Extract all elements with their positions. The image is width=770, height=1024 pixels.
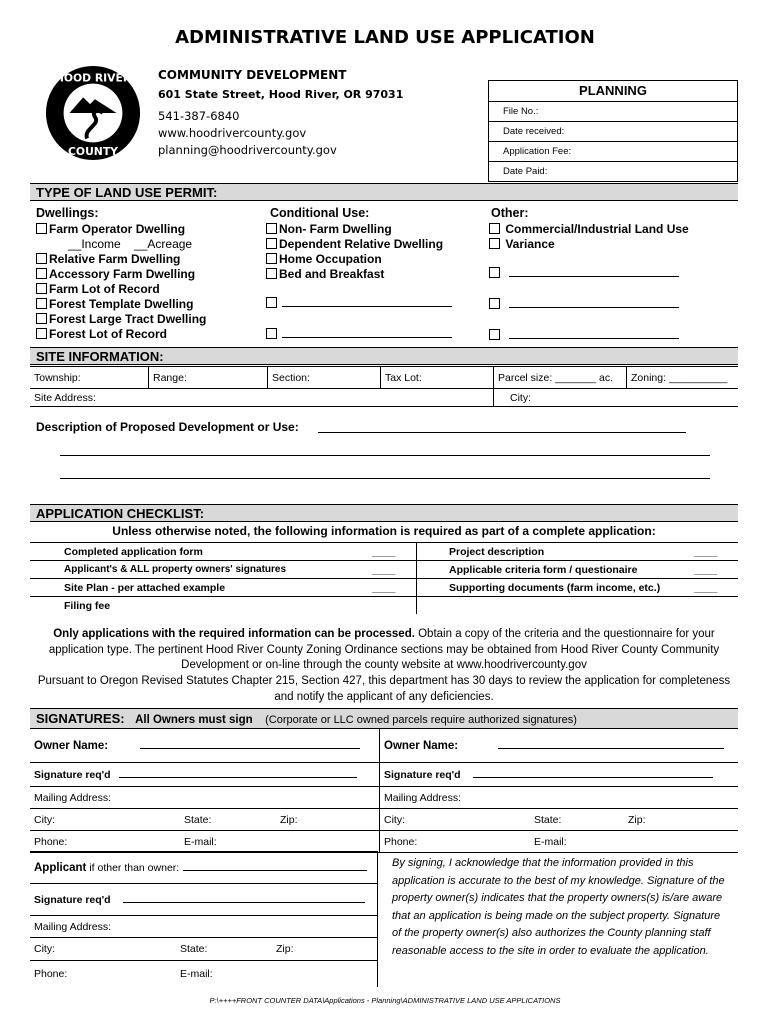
zoning-field[interactable]: Zoning: __________: [627, 367, 739, 389]
income-option[interactable]: __Income: [68, 237, 121, 251]
review-notice: Pursuant to Oregon Revised Statutes Chapter 215, Section 427, this department has 30 days to review the application for completeness and notify the applicant of any deficiencies.: [37, 675, 731, 703]
conditional-other-1-checkbox[interactable]: [266, 297, 277, 308]
department-address: 601 State Street, Hood River, OR 97031: [158, 88, 404, 101]
parcel-size-field[interactable]: Parcel size: _______ ac.: [494, 367, 627, 389]
forest-large-label: Forest Large Tract Dwelling: [49, 312, 207, 326]
owner-name-1-field[interactable]: Owner Name:: [30, 729, 380, 763]
other-column: [489, 206, 689, 343]
applicant-mailing-field[interactable]: Mailing Address:: [30, 916, 378, 938]
accessory-farm-checkbox[interactable]: [36, 268, 47, 279]
notice-bold: Only applications with the required information can be processed.: [53, 628, 415, 640]
forest-template-checkbox[interactable]: [36, 298, 47, 309]
checklist-heading: APPLICATION CHECKLIST:: [30, 504, 738, 522]
site-address-field[interactable]: Site Address:: [30, 389, 494, 407]
checklist-blank[interactable]: ____: [368, 561, 417, 579]
checklist-item: Site Plan - per attached example: [30, 579, 368, 597]
other-3-field[interactable]: [509, 328, 679, 339]
owner-phone-email-1[interactable]: Phone: E-mail:: [30, 831, 380, 853]
relative-farm-label: Relative Farm Dwelling: [49, 252, 181, 266]
non-farm-label: Non- Farm Dwelling: [279, 222, 392, 236]
description-label: Description of Proposed Development or Use:: [36, 420, 299, 434]
department-name: COMMUNITY DEVELOPMENT: [158, 68, 347, 82]
non-farm-checkbox[interactable]: [266, 223, 277, 234]
conditional-use-column: [266, 206, 452, 342]
svg-text:COUNTY: COUNTY: [68, 145, 118, 159]
department-email: planning@hoodrivercounty.gov: [158, 143, 337, 157]
conditional-other-2-field[interactable]: [282, 327, 452, 338]
checklist-blank[interactable]: ____: [690, 543, 738, 561]
forest-lot-checkbox[interactable]: [36, 328, 47, 339]
corporate-note: (Corporate or LLC owned parcels require authorized signatures): [265, 714, 577, 726]
farm-operator-checkbox[interactable]: [36, 223, 47, 234]
checklist-item: Applicable criteria form / questionaire: [417, 561, 691, 579]
variance-checkbox[interactable]: [489, 238, 500, 249]
farm-lot-label: Farm Lot of Record: [49, 282, 160, 296]
township-field[interactable]: Township:: [30, 367, 149, 389]
processing-notice: [30, 627, 738, 674]
checklist-blank[interactable]: ____: [368, 543, 417, 561]
acknowledgement-text: By signing, I acknowledge that the information provided in this application is accurate to the best of my knowledge. Signature of the property owner(s) indicates that the property owners(s) is/are aware that an application is being made on the subject property. Signature of the property owner(s) also authorizes the County planning staff reasonable access to the site in order to evaluate the application.: [392, 857, 725, 957]
acreage-option[interactable]: __Acreage: [134, 237, 193, 251]
description-line-2[interactable]: [60, 455, 710, 456]
checklist-item: Supporting documents (farm income, etc.): [417, 579, 691, 597]
owner-city-state-zip-1[interactable]: City: State: Zip:: [30, 809, 380, 831]
dwellings-column: [36, 206, 206, 342]
applicant-signature-table: [30, 851, 378, 987]
tax-lot-field[interactable]: Tax Lot:: [381, 367, 494, 389]
checklist-item: Applicant's & ALL property owners' signatures: [30, 561, 368, 579]
farm-operator-label: Farm Operator Dwelling: [49, 222, 186, 236]
file-path-footer: P:\++++FRONT COUNTER DATA\Applications - Planning\ADMINISTRATIVE LAND USE APPLICATIONS: [209, 996, 561, 1005]
checklist-item: Project description: [417, 543, 691, 561]
owner-signature-1-field[interactable]: Signature req'd: [30, 763, 380, 787]
variance-label: Variance: [505, 237, 555, 251]
applicant-city-state-zip[interactable]: City: State: Zip:: [30, 938, 378, 961]
checklist-table: [30, 542, 738, 614]
site-city-field[interactable]: City:: [494, 389, 739, 407]
owner-signature-table: [30, 728, 738, 853]
farm-lot-checkbox[interactable]: [36, 283, 47, 294]
applicant-phone-email[interactable]: Phone: E-mail:: [30, 961, 378, 987]
conditional-other-2-checkbox[interactable]: [266, 328, 277, 339]
relative-farm-checkbox[interactable]: [36, 253, 47, 264]
other-1-checkbox[interactable]: [489, 267, 500, 278]
home-occupation-label: Home Occupation: [279, 252, 382, 266]
signatures-heading-bar: [30, 708, 738, 728]
conditional-use-heading: Conditional Use:: [270, 206, 370, 220]
notice-text: Obtain a copy of the criteria and the questionnaire for your application type. The pertinent Hood River County Zoning Ordinance sections may be obtained from Hood River County Community Development or on-line through the county website at www.hoodrivercounty.gov: [48, 628, 720, 671]
other-heading: Other:: [491, 206, 529, 220]
checklist-blank[interactable]: ____: [690, 579, 738, 597]
range-field[interactable]: Range:: [149, 367, 268, 389]
site-info-heading: SITE INFORMATION:: [30, 347, 738, 365]
permit-type-heading: TYPE OF LAND USE PERMIT:: [30, 183, 738, 201]
bed-breakfast-checkbox[interactable]: [266, 268, 277, 279]
other-3-checkbox[interactable]: [489, 329, 500, 340]
site-info-table: [30, 366, 738, 407]
owner-city-state-zip-2[interactable]: City: State: Zip:: [380, 809, 739, 831]
owner-name-2-field[interactable]: Owner Name:: [380, 729, 739, 763]
page-title: ADMINISTRATIVE LAND USE APPLICATION: [175, 27, 595, 48]
forest-large-checkbox[interactable]: [36, 313, 47, 324]
applicant-name-field[interactable]: Applicant if other than owner:: [30, 852, 378, 884]
owner-mailing-2-field[interactable]: Mailing Address:: [380, 787, 739, 809]
department-website: www.hoodrivercounty.gov: [158, 126, 307, 140]
other-1-field[interactable]: [509, 266, 679, 277]
county-seal-logo: [44, 64, 142, 162]
applicant-signature-field[interactable]: Signature req'd: [30, 884, 378, 916]
dependent-relative-label: Dependent Relative Dwelling: [279, 237, 444, 251]
forest-template-label: Forest Template Dwelling: [49, 297, 194, 311]
date-received-field[interactable]: Date received:: [489, 122, 737, 142]
checklist-intro: Unless otherwise noted, the following information is required as part of a complete application:: [112, 524, 656, 538]
planning-office-box: [488, 80, 738, 182]
dependent-relative-checkbox[interactable]: [266, 238, 277, 249]
forest-lot-label: Forest Lot of Record: [49, 327, 168, 341]
checklist-item: Completed application form: [30, 543, 368, 561]
svg-text:HOOD RIVER: HOOD RIVER: [54, 71, 132, 85]
checklist-item: Filing fee: [30, 597, 368, 615]
planning-heading: PLANNING: [489, 81, 737, 102]
bed-breakfast-label: Bed and Breakfast: [279, 267, 385, 281]
file-no-field[interactable]: File No.:: [489, 102, 737, 122]
signatures-heading: SIGNATURES:: [36, 711, 125, 726]
accessory-farm-label: Accessory Farm Dwelling: [49, 267, 196, 281]
conditional-other-1-field[interactable]: [282, 296, 452, 307]
application-fee-field[interactable]: Application Fee:: [489, 142, 737, 162]
date-paid-field[interactable]: Date Paid:: [503, 166, 548, 177]
checklist-blank[interactable]: ____: [690, 561, 738, 579]
commercial-industrial-label: Commercial/Industrial Land Use: [505, 222, 689, 236]
other-2-checkbox[interactable]: [489, 298, 500, 309]
dwellings-heading: Dwellings:: [36, 206, 99, 220]
section-field[interactable]: Section:: [268, 367, 381, 389]
commercial-industrial-checkbox[interactable]: [489, 223, 500, 234]
owner-phone-email-2[interactable]: Phone: E-mail:: [380, 831, 739, 853]
department-phone: 541-387-6840: [158, 109, 240, 123]
checklist-blank[interactable]: ____: [368, 579, 417, 597]
owner-signature-2-field[interactable]: Signature req'd: [380, 763, 739, 787]
description-line-3[interactable]: [60, 478, 710, 479]
description-line-1[interactable]: [318, 432, 686, 433]
other-2-field[interactable]: [509, 297, 679, 308]
home-occupation-checkbox[interactable]: [266, 253, 277, 264]
all-owners-note: All Owners must sign: [135, 714, 253, 726]
owner-mailing-1-field[interactable]: Mailing Address:: [30, 787, 380, 809]
